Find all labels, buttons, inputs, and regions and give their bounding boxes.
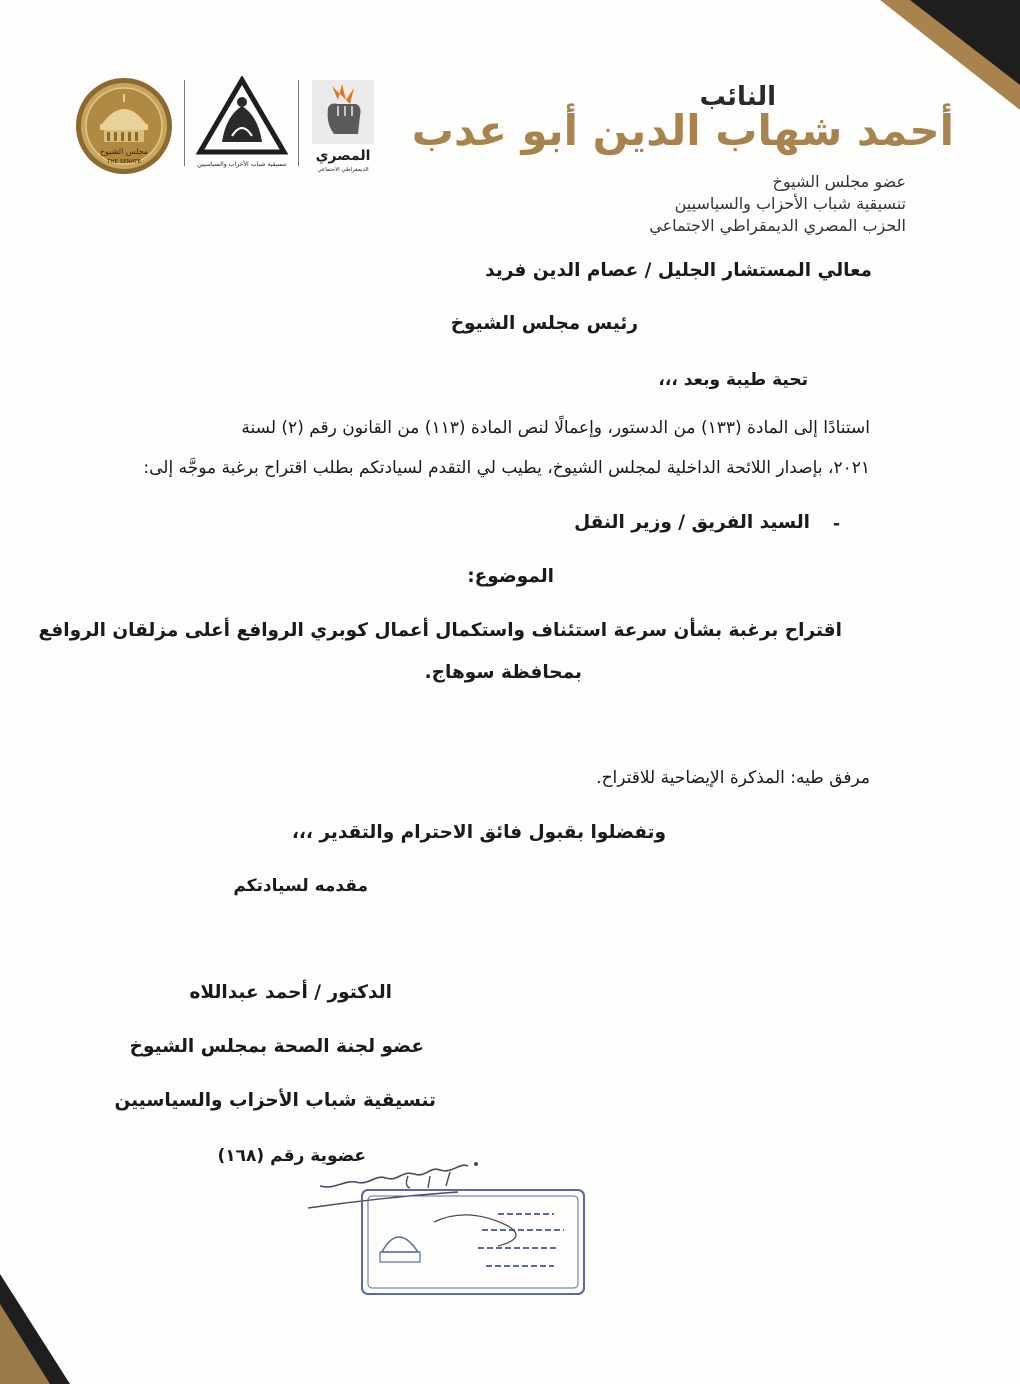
subject-line-2: بمحافظة سوهاج. — [424, 662, 582, 683]
paragraph-line-1: استنادًا إلى المادة (١٣٣) من الدستور، وإعمالًا لنص المادة (١١٣) من القانون رقم (٢) لسنة — [241, 418, 870, 438]
signature-membership: عضوية رقم (١٦٨) — [217, 1146, 366, 1166]
party-logo — [308, 78, 378, 174]
coordination-logo — [192, 76, 292, 172]
letterhead-line-coordination: تنسيقية شباب الأحزاب والسياسيين — [674, 194, 906, 213]
submitted-by: مقدمه لسيادتكم — [233, 876, 368, 896]
letterhead-name: أحمد شهاب الدين أبو عدب — [411, 106, 954, 155]
greeting: تحية طيبة وبعد ،،، — [658, 370, 808, 390]
party-logo-name: المصري — [315, 148, 371, 164]
attachment-note: مرفق طيه: المذكرة الإيضاحية للاقتراح. — [596, 768, 870, 788]
subject-line-1: اقتراح برغبة بشأن سرعة استئناف واستكمال أعمال كوبري الروافع أعلى مزلقان الروافع — [38, 620, 842, 641]
recipient-bullet: - — [832, 514, 840, 534]
letterhead-title: النائب — [699, 82, 776, 112]
official-stamp — [358, 1186, 588, 1298]
senate-logo-english: THE SENATE — [107, 159, 141, 165]
logo-divider — [298, 80, 299, 166]
signature-role: عضو لجنة الصحة بمجلس الشيوخ — [129, 1036, 424, 1057]
logo-divider — [184, 80, 185, 166]
signature-org: تنسيقية شباب الأحزاب والسياسيين — [114, 1090, 436, 1111]
addressee: معالي المستشار الجليل / عصام الدين فريد — [485, 260, 872, 281]
corner-decoration-bottom-left — [0, 1264, 70, 1384]
senate-logo-arabic: مجلس الشيوخ — [99, 147, 149, 156]
letterhead-line-party: الحزب المصري الديمقراطي الاجتماعي — [649, 216, 906, 235]
coordination-logo-caption: تنسيقية شباب الأحزاب والسياسيين — [197, 161, 287, 168]
signature-name: الدكتور / أحمد عبداللاه — [189, 982, 392, 1003]
senate-logo — [74, 76, 174, 176]
letterhead-line-senate-member: عضو مجلس الشيوخ — [772, 172, 906, 191]
subject-label: الموضوع: — [467, 566, 554, 587]
corner-decoration-top-right — [810, 0, 1020, 110]
closing: وتفضلوا بقبول فائق الاحترام والتقدير ،،، — [291, 822, 666, 843]
paragraph-line-2: ٢٠٢١، بإصدار اللائحة الداخلية لمجلس الشيوخ، يطيب لي التقدم لسيادتكم بطلب اقتراح برغبة موجَّه إلى: — [143, 458, 870, 478]
addressee-title: رئيس مجلس الشيوخ — [450, 313, 638, 334]
party-logo-subtitle: الديمقراطي الاجتماعي — [317, 167, 369, 173]
recipient: السيد الفريق / وزير النقل — [574, 512, 810, 533]
